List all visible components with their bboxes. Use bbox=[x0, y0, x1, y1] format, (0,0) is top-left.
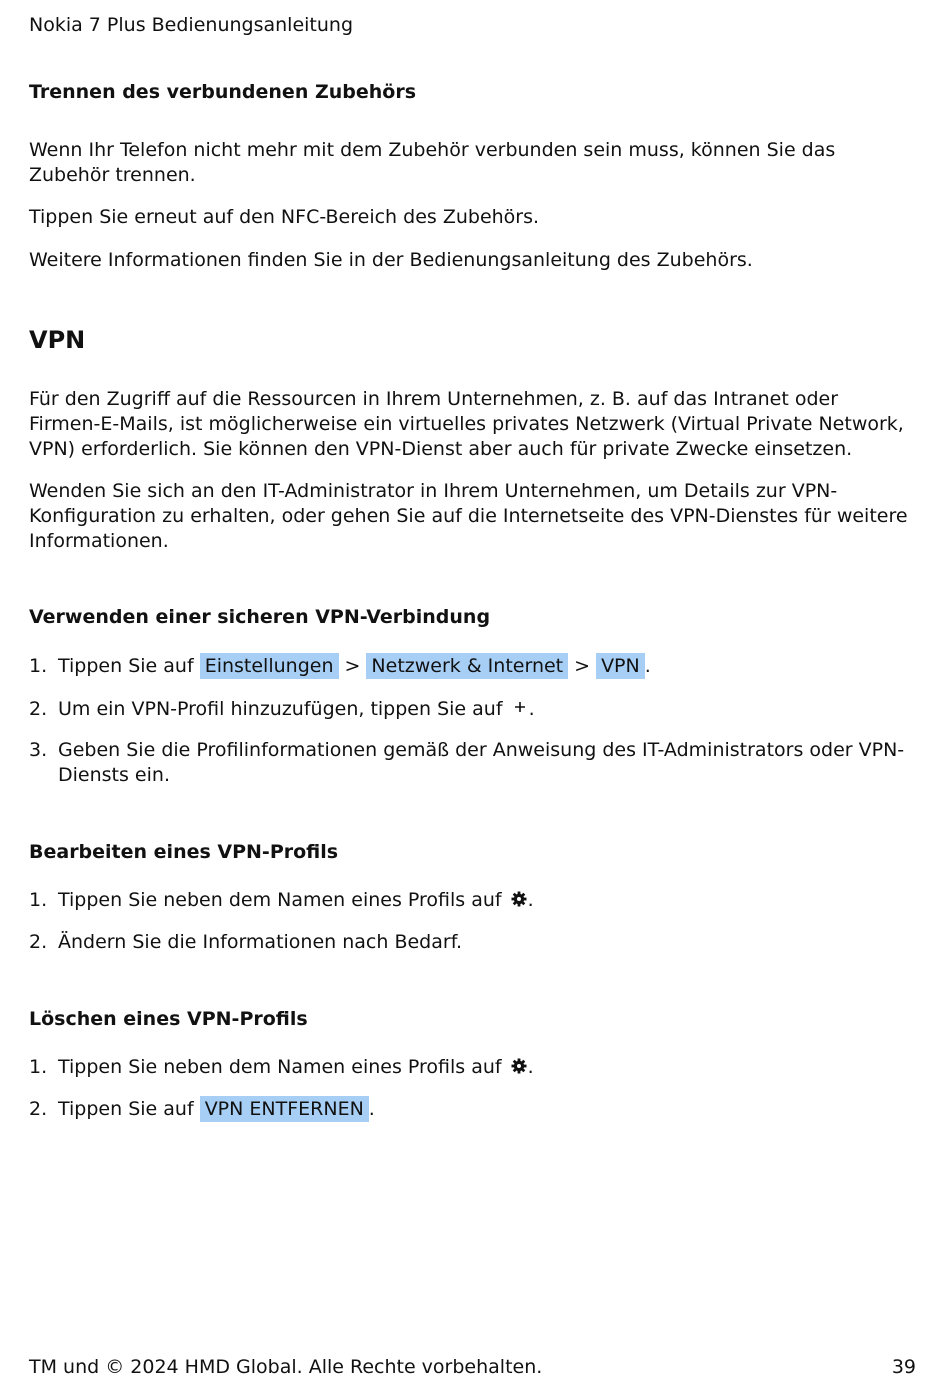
section-heading-delete-profile: Löschen eines VPN-Profils bbox=[29, 1008, 308, 1030]
remove-vpn-chip[interactable]: VPN ENTFERNEN bbox=[200, 1096, 369, 1122]
section-heading-disconnect: Trennen des verbundenen Zubehörs bbox=[29, 81, 417, 103]
list-number: 1. bbox=[29, 655, 48, 677]
step-suffix: . bbox=[368, 1098, 375, 1120]
settings-chip[interactable]: Einstellungen bbox=[200, 653, 339, 679]
section-heading-edit-profile: Bearbeiten eines VPN-Profils bbox=[29, 841, 339, 863]
footer-copyright: TM und © 2024 HMD Global. Alle Rechte vorbehalten. bbox=[29, 1356, 543, 1378]
section-heading-vpn: VPN bbox=[29, 326, 86, 354]
gear-icon[interactable] bbox=[510, 890, 528, 908]
list-item bbox=[29, 654, 910, 679]
network-internet-chip[interactable]: Netzwerk & Internet bbox=[366, 653, 568, 679]
step-text: Tippen Sie neben dem Namen eines Profils auf bbox=[58, 889, 502, 911]
vpn-chip[interactable]: VPN bbox=[596, 653, 645, 679]
running-header: Nokia 7 Plus Bedienungsanleitung bbox=[29, 14, 354, 36]
step-text: Tippen Sie auf bbox=[58, 655, 194, 677]
list-item bbox=[29, 697, 910, 722]
page-number: 39 bbox=[891, 1356, 916, 1378]
list-number: 3. bbox=[29, 739, 48, 761]
list-number: 2. bbox=[29, 1098, 48, 1120]
list-item bbox=[29, 738, 910, 788]
breadcrumb-separator: > bbox=[344, 655, 361, 677]
paragraph: Tippen Sie erneut auf den NFC-Bereich des Zubehörs. bbox=[29, 206, 540, 228]
list-item bbox=[29, 888, 910, 913]
list-number: 2. bbox=[29, 931, 48, 953]
step-suffix: . bbox=[527, 889, 534, 911]
step-text: Um ein VPN-Profil hinzuzufügen, tippen Sie auf bbox=[58, 698, 503, 720]
list-item bbox=[29, 1055, 910, 1080]
step-text: Ändern Sie die Informationen nach Bedarf. bbox=[58, 931, 463, 953]
list-number: 1. bbox=[29, 889, 48, 911]
plus-icon[interactable] bbox=[511, 699, 529, 717]
step-text: Geben Sie die Profilinformationen gemäß der Anweisung des IT-Administrators oder VPN-Diensts ein. bbox=[58, 739, 905, 786]
step-suffix: . bbox=[528, 698, 535, 720]
gear-icon[interactable] bbox=[510, 1057, 528, 1075]
list-item bbox=[29, 1097, 910, 1122]
paragraph: Wenden Sie sich an den IT-Administrator in Ihrem Unternehmen, um Details zur VPN-Konfiguration zu erhalten, oder gehen Sie auf die Internetseite des VPN-Dienstes für weitere Informationen. bbox=[29, 480, 908, 552]
list-item bbox=[29, 930, 910, 955]
list-number: 1. bbox=[29, 1056, 48, 1078]
section-heading-use-vpn: Verwenden einer sicheren VPN-Verbindung bbox=[29, 606, 491, 628]
step-text: Tippen Sie neben dem Namen eines Profils auf bbox=[58, 1056, 502, 1078]
list-number: 2. bbox=[29, 698, 48, 720]
step-suffix: . bbox=[527, 1056, 534, 1078]
paragraph: Für den Zugriff auf die Ressourcen in Ihrem Unternehmen, z. B. auf das Intranet oder Firmen-E-Mails, ist möglicherweise ein virtuelles privates Netzwerk (Virtual Private Network, VPN) erforderlich. Sie können den VPN-Dienst aber auch für private Zwecke einsetzen. bbox=[29, 388, 904, 460]
step-text: Tippen Sie auf bbox=[58, 1098, 194, 1120]
step-suffix: . bbox=[644, 655, 651, 677]
breadcrumb-separator: > bbox=[574, 655, 591, 677]
paragraph: Weitere Informationen finden Sie in der Bedienungsanleitung des Zubehörs. bbox=[29, 249, 753, 271]
paragraph: Wenn Ihr Telefon nicht mehr mit dem Zubehör verbunden sein muss, können Sie das Zubehör trennen. bbox=[29, 139, 836, 186]
